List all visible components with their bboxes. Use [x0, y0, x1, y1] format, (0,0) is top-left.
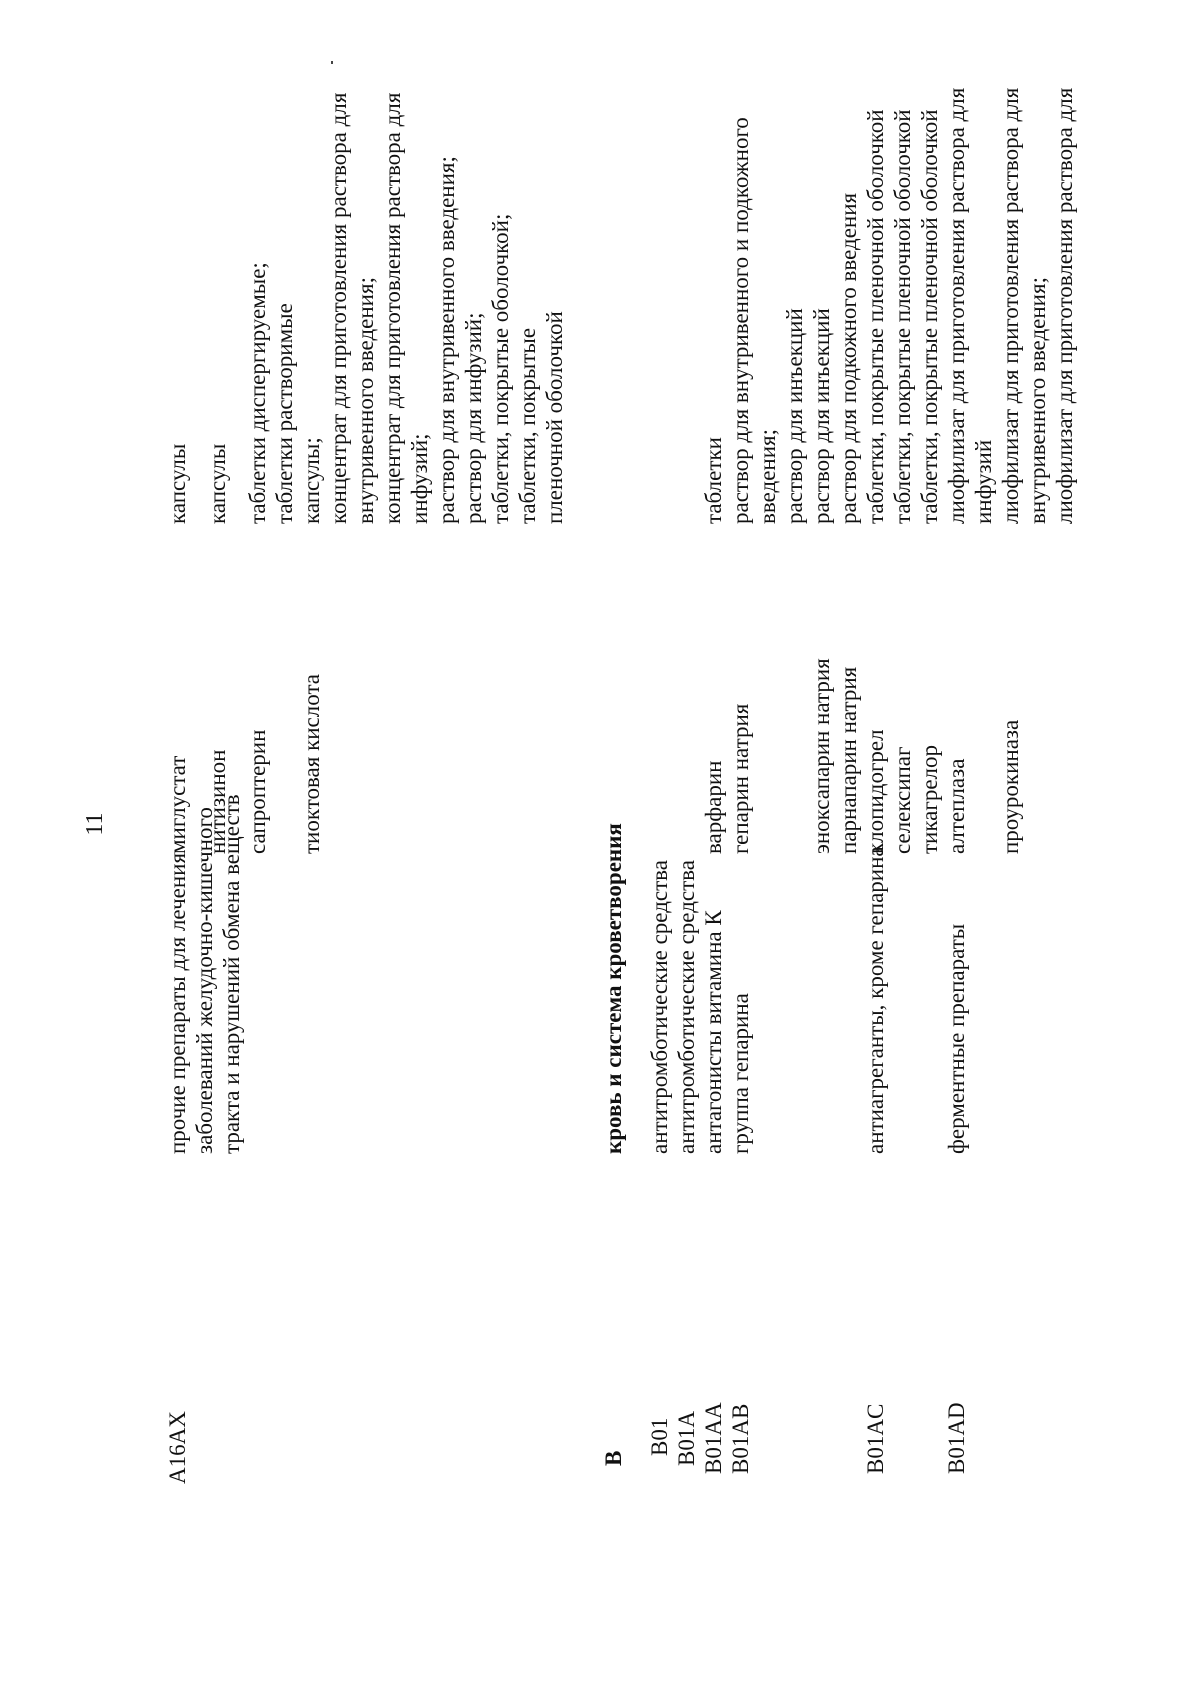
dosage-form: таблетки растворимые [272, 303, 297, 524]
dosage-form: внутривенного введения; [1025, 277, 1050, 524]
dosage-form: таблетки, покрытые пленочной оболочкой [890, 109, 915, 524]
group-line: антиагреганты, кроме гепарина [863, 846, 888, 1154]
dosage-form: концентрат для приготовления раствора для [380, 92, 405, 524]
group-line: группа гепарина [728, 993, 753, 1154]
group-b01ad [943, 924, 970, 1154]
drug-name: проурокиназа [998, 719, 1023, 854]
dosage-form: капсулы [205, 443, 230, 524]
atc-code: B01A [674, 1411, 699, 1466]
dosage-form: инфузий [971, 439, 996, 524]
group-line: антитромботические средства [674, 860, 699, 1154]
drug-heparin [727, 704, 754, 854]
page-number: 11 [82, 812, 108, 836]
dosage-form: таблетки [701, 437, 726, 524]
forms-alteplase [943, 88, 997, 524]
group-title: кровь и система кроветворения [601, 823, 626, 1154]
dosage-form: лиофилизат для приготовления раствора для [944, 87, 969, 524]
dosage-form: лиофилизат для приготовления раствора для [1052, 87, 1077, 524]
drug-name: тиоктовая кислота [299, 674, 324, 854]
drugs-b01ac [862, 729, 943, 854]
forms-b01ac [862, 109, 943, 524]
forms-sapropterin [244, 262, 298, 524]
drug-prourokinase [997, 720, 1024, 854]
drug-sapropterin [244, 730, 271, 854]
dosage-form: раствор для инъекций [809, 308, 834, 524]
group-b01ac [862, 846, 889, 1154]
dosage-form: раствор для подкожного введения [836, 192, 861, 524]
dosage-form: пленочной оболочкой [542, 311, 567, 524]
atc-code: B01 [647, 1417, 672, 1456]
drug-name: миглустат [165, 755, 190, 854]
group-line: ферментные препараты [944, 923, 969, 1154]
group-line: заболеваний желудочно-кишечного [192, 807, 217, 1154]
drug-name: парнапарин натрия [836, 666, 861, 854]
forms-parnaparin [835, 193, 862, 524]
forms-tioctic-acid [298, 93, 568, 524]
drug-name: клопидогрел [863, 729, 888, 854]
group-line: антагонисты витамина К [701, 910, 726, 1154]
drug-name: алтеплаза [944, 758, 969, 854]
dosage-form: введения; [755, 429, 780, 524]
dosage-form: раствор для инфузий; [461, 312, 486, 524]
code-b [600, 1451, 627, 1466]
dosage-form: инфузий; [407, 433, 432, 524]
dosage-form: капсулы; [299, 437, 324, 524]
drug-name: тикагрелор [917, 744, 942, 854]
drug-enoxaparin [808, 658, 835, 854]
drug-tioctic-acid [298, 674, 325, 854]
group-b [600, 823, 627, 1154]
forms-warfarin [700, 437, 727, 524]
dosage-form: лиофилизат для приготовления раствора для [998, 87, 1023, 524]
dosage-form: концентрат для приготовления раствора для [326, 92, 351, 524]
drug-name: нитизинон [205, 749, 230, 854]
dosage-form: раствор для внутривенного введения; [434, 156, 459, 524]
forms-miglustat [164, 444, 191, 524]
codes-b01-stack [646, 1402, 754, 1474]
drug-nitisinon [204, 750, 231, 855]
atc-code: A16AX [165, 1411, 190, 1484]
dosage-form: внутривенного введения; [353, 277, 378, 524]
drug-name: селексипаг [890, 746, 915, 854]
drug-miglustat [164, 756, 191, 854]
dosage-form: таблетки диспергируемые; [245, 262, 270, 524]
atc-code: B01AD [944, 1402, 969, 1474]
group-line: антитромботические средства [647, 860, 672, 1154]
drug-name: сапроптерин [245, 729, 270, 854]
forms-enoxaparin [808, 308, 835, 524]
atc-code: B01AB [728, 1403, 753, 1474]
groups-b01-stack [646, 860, 754, 1154]
dosage-form: раствор для инъекций [782, 308, 807, 524]
atc-code: B01AA [701, 1402, 726, 1474]
dosage-form: таблетки, покрытые оболочкой; [488, 213, 513, 524]
drug-parnaparin [835, 667, 862, 854]
drug-alteplase [943, 759, 970, 854]
drug-name: гепарин натрия [728, 703, 753, 854]
forms-nitisinon [204, 444, 231, 524]
atc-code: B01AC [863, 1403, 888, 1474]
drug-name: эноксапарин натрия [809, 658, 834, 854]
code-b01ac [862, 1404, 889, 1474]
forms-heparin [727, 117, 808, 524]
scan-speck [331, 61, 333, 64]
code-a16ax [164, 1411, 191, 1484]
forms-prourokinase [997, 88, 1078, 524]
group-line: тракта и нарушений обмена веществ [219, 794, 244, 1154]
dosage-form: таблетки, покрытые пленочной оболочкой [917, 109, 942, 524]
dosage-form: таблетки, покрытые [515, 327, 540, 524]
dosage-form: капсулы [165, 443, 190, 524]
dosage-form: таблетки, покрытые пленочной оболочкой [863, 109, 888, 524]
atc-code: B [601, 1450, 626, 1466]
group-line: прочие препараты для лечения [165, 852, 190, 1154]
dosage-form: раствор для внутривенного и подкожного [728, 117, 753, 524]
drug-warfarin [700, 761, 727, 855]
drug-name: варфарин [701, 760, 726, 854]
code-b01ad [943, 1402, 970, 1474]
